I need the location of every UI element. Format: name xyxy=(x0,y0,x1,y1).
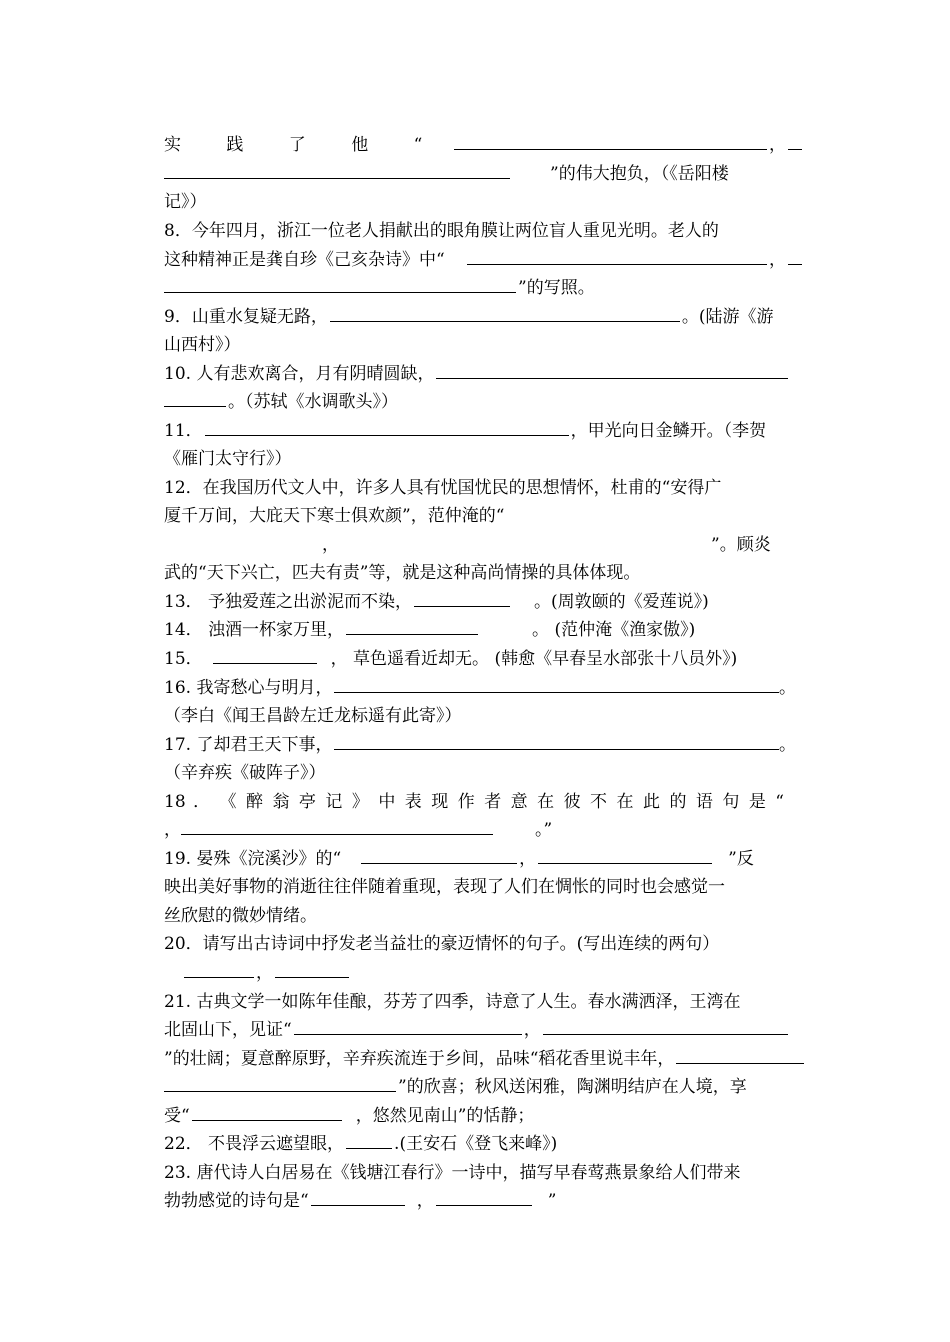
line-q15 xyxy=(164,645,788,673)
text: 9．山重水复疑无路， xyxy=(164,307,328,327)
text: 。(陆游《游 xyxy=(681,307,774,327)
blank[interactable] xyxy=(205,417,569,436)
line-q19-part1 xyxy=(164,845,788,873)
line-q8-part3 xyxy=(164,274,788,302)
line-q21-part5 xyxy=(164,1102,788,1130)
line-q19-part2 xyxy=(164,873,788,901)
text: 8．今年四月，浙江一位老人捐献出的眼角膜让两位盲人重见光明。老人的 xyxy=(164,221,719,241)
blank[interactable] xyxy=(164,388,226,407)
text: .(王安石《登飞来峰》) xyxy=(394,1134,558,1154)
line-q7-part3 xyxy=(164,188,788,216)
blank[interactable] xyxy=(788,131,802,150)
blank[interactable] xyxy=(538,845,712,864)
text: ”。顾炎 xyxy=(711,535,771,555)
text: 这种精神正是龚自珍《己亥杂诗》中“ xyxy=(164,250,445,270)
blank[interactable] xyxy=(213,645,317,664)
text: 勃勃感觉的诗句是“ xyxy=(164,1191,309,1211)
blank[interactable] xyxy=(346,1130,392,1149)
blank[interactable] xyxy=(454,131,767,150)
text: ，甲光向日金鳞开。（李贺 xyxy=(570,421,767,441)
text: 。 (范仲淹《渔家傲》) xyxy=(532,620,696,640)
text: 记》） xyxy=(164,192,207,212)
text: ， xyxy=(769,250,786,270)
text: 20．请写出古诗词中抒发老当益壮的豪迈情怀的句子。(写出连续的两句） xyxy=(164,934,720,954)
text: 山西村》） xyxy=(164,335,241,355)
text: ， xyxy=(523,1020,541,1040)
line-q23-part1 xyxy=(164,1159,788,1187)
text: 10. 人有悲欢离合，月有阴晴圆缺， xyxy=(164,364,435,384)
blank[interactable] xyxy=(334,731,779,750)
line-q20-part2 xyxy=(164,959,788,987)
line-q8-part1 xyxy=(164,217,788,245)
text: 北固山下，见证“ xyxy=(164,1020,292,1040)
blank[interactable] xyxy=(676,1045,804,1064)
text: 14． 浊酒一杯家万里， xyxy=(164,620,345,640)
line-q22 xyxy=(164,1130,788,1158)
text: ， xyxy=(519,849,537,869)
line-q10-part1 xyxy=(164,360,788,388)
line-q11-part1 xyxy=(164,417,788,445)
line-q8-part2 xyxy=(164,246,804,274)
line-q20-part1 xyxy=(164,930,788,958)
text: 15． xyxy=(164,649,203,669)
blank[interactable] xyxy=(275,959,349,978)
line-q7-part1 xyxy=(164,131,804,159)
text: ， xyxy=(769,135,786,155)
text: ”的壮阔；夏意醉原野，辛弃疾流连于乡间，品味“稻花香里说丰年， xyxy=(164,1049,675,1069)
blank[interactable] xyxy=(184,959,254,978)
text: 19. 晏殊《浣溪沙》的“ xyxy=(164,849,342,869)
line-q9-part1 xyxy=(164,303,788,331)
line-q10-part2 xyxy=(164,388,788,416)
blank[interactable] xyxy=(192,1102,342,1121)
text: 厦千万间，大庇天下寒士俱欢颜”，范仲淹的“ xyxy=(164,506,505,526)
line-q23-part2 xyxy=(164,1187,788,1215)
blank[interactable] xyxy=(414,588,510,607)
line-q13 xyxy=(164,588,788,616)
text: 受“ xyxy=(164,1106,190,1126)
line-q17-part1 xyxy=(164,731,796,759)
text: ， xyxy=(322,535,339,555)
text: 23. 唐代诗人白居易在《钱塘江春行》一诗中，描写早春莺燕景象给人们带来 xyxy=(164,1163,741,1183)
blank[interactable] xyxy=(346,616,478,635)
text: （辛弃疾《破阵子》） xyxy=(164,763,326,783)
line-q7-part2 xyxy=(164,160,788,188)
line-q21-part3 xyxy=(164,1045,804,1073)
line-q11-part2 xyxy=(164,445,788,473)
line-q12-part4 xyxy=(164,559,788,587)
blank[interactable] xyxy=(294,1016,522,1035)
blank[interactable] xyxy=(330,303,680,322)
text: 13． 予独爱莲之出淤泥而不染， xyxy=(164,592,413,612)
text: 。” xyxy=(535,820,553,840)
blank[interactable] xyxy=(436,1187,532,1206)
text: 16. 我寄愁心与明月， xyxy=(164,678,333,698)
text: 《雁门太守行》） xyxy=(164,449,292,469)
line-q21-part1 xyxy=(164,988,788,1016)
line-q9-part2 xyxy=(164,331,788,359)
line-q17-part2 xyxy=(164,759,788,787)
blank[interactable] xyxy=(788,246,802,265)
blank[interactable] xyxy=(181,816,493,835)
line-q12-part3 xyxy=(164,531,788,559)
text: 21. 古典文学一如陈年佳酿，芬芳了四季，诗意了人生。春水满洒泽，王湾在 xyxy=(164,992,741,1012)
line-q12-part2 xyxy=(164,502,788,530)
blank[interactable] xyxy=(164,274,516,293)
blank[interactable] xyxy=(334,674,779,693)
blank[interactable] xyxy=(436,360,788,379)
text: ”反 xyxy=(728,849,754,869)
line-q19-part3 xyxy=(164,902,788,930)
blank[interactable] xyxy=(467,246,767,265)
blank[interactable] xyxy=(361,845,517,864)
text: 。 xyxy=(779,678,796,698)
text: 18 ． 《 醉 翁 亭 记 》 中 表 现 作 者 意 在 彼 不 在 此 的 语 句 是 “ xyxy=(164,792,785,812)
line-q12-part1 xyxy=(164,474,788,502)
blank[interactable] xyxy=(311,1187,405,1206)
text: 映出美好事物的消逝往往伴随着重现，表现了人们在惆怅的同时也会感觉一 xyxy=(164,877,725,897)
blank[interactable] xyxy=(164,160,510,179)
text: 武的“天下兴亡，匹夫有责”等，就是这种高尚情操的具体体现。 xyxy=(164,563,641,583)
text: 12．在我国历代文人中，许多人具有忧国忧民的思想情怀，杜甫的“安得广 xyxy=(164,478,722,498)
text: ， 草色遥看近却无。 (韩愈《早春呈水部张十八员外》) xyxy=(330,649,738,669)
text: ” xyxy=(547,1191,557,1211)
text: 实 践 了 他 “ xyxy=(164,135,443,155)
text: ， xyxy=(416,1191,434,1211)
text: ”的欣喜；秋风送闲雅，陶渊明结庐在人境，享 xyxy=(398,1077,747,1097)
text: 。 xyxy=(779,735,796,755)
line-q14 xyxy=(164,616,788,644)
text: ，悠然见南山”的恬静； xyxy=(355,1106,535,1126)
text: 丝欣慰的微妙情绪。 xyxy=(164,906,317,926)
line-q21-part2 xyxy=(164,1016,788,1044)
line-q16-part2 xyxy=(164,702,788,730)
blank[interactable] xyxy=(543,1016,788,1035)
line-q16-part1 xyxy=(164,674,796,702)
text: ， xyxy=(164,820,181,840)
text: 22． 不畏浮云遮望眼， xyxy=(164,1134,345,1154)
line-q18-part1 xyxy=(164,788,788,816)
text: 11． xyxy=(164,421,203,441)
blank[interactable] xyxy=(164,1073,396,1092)
text: 。(周敦颐的《爱莲说》) xyxy=(534,592,709,612)
text: 。（苏轼《水调歌头》） xyxy=(228,392,398,412)
text: 17. 了却君王天下事， xyxy=(164,735,333,755)
text: ， xyxy=(256,963,273,983)
text: （李白《闻王昌龄左迁龙标遥有此寄》） xyxy=(164,706,462,726)
text: ”的伟大抱负，（《岳阳楼 xyxy=(550,164,729,184)
line-q21-part4 xyxy=(164,1073,788,1101)
line-q18-part2 xyxy=(164,816,788,844)
text: ”的写照。 xyxy=(518,278,595,298)
